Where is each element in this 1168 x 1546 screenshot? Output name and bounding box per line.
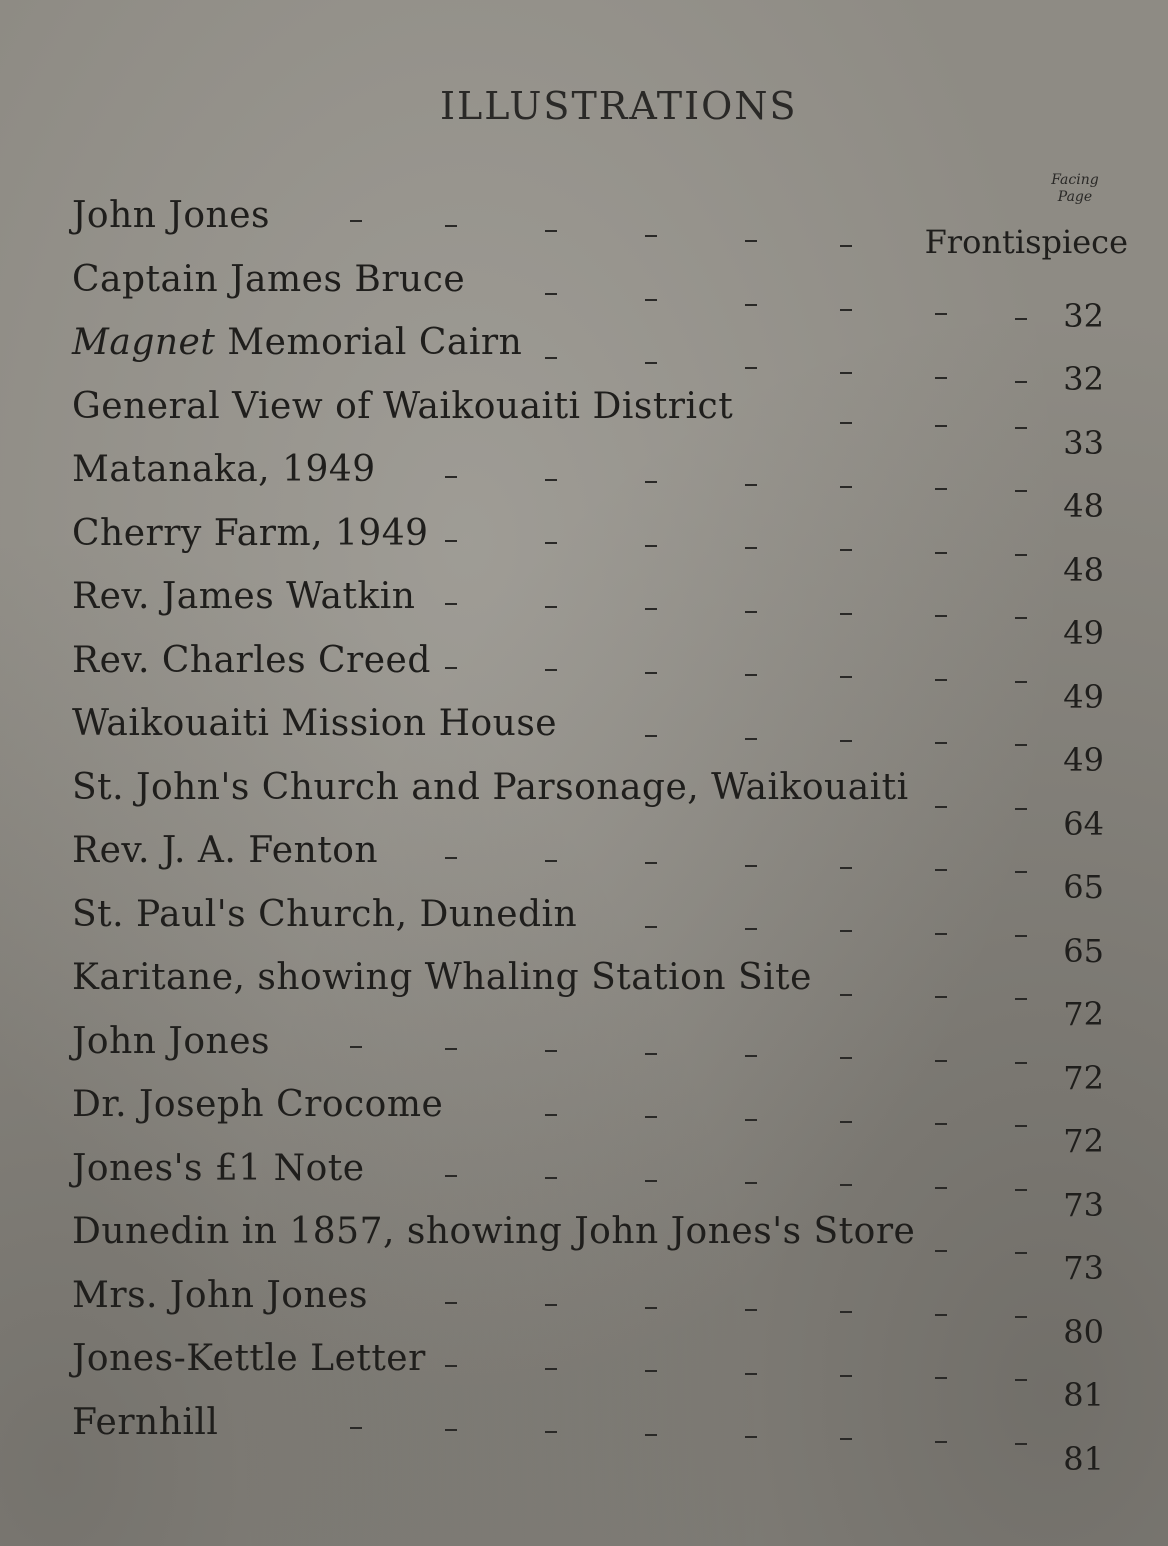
leader-dash [935, 1314, 947, 1316]
entry-page-number: 32 [1063, 360, 1104, 398]
entry-label: Rev. J. A. Fenton [72, 830, 379, 871]
leader-dash [935, 742, 947, 744]
leader-dash [935, 313, 947, 315]
leader-dash [1015, 490, 1027, 492]
leader-dash [645, 362, 657, 364]
leader-dash [745, 1309, 757, 1311]
leader-dash [545, 860, 557, 862]
leader-dash [745, 674, 757, 676]
leader-dash [545, 1368, 557, 1370]
leader-dash [840, 867, 852, 869]
leader-dash [745, 738, 757, 740]
leader-dash [745, 240, 757, 242]
leader-dash [445, 225, 457, 227]
leader-dash [445, 857, 457, 859]
leader-dash [545, 1050, 557, 1052]
entry-label: Jones's £1 Note [72, 1147, 365, 1189]
leader-dash [1015, 871, 1027, 873]
leader-dash [645, 735, 657, 737]
leader-dash [840, 549, 852, 551]
leader-dash [445, 603, 457, 605]
list-item [72, 766, 1112, 843]
leader-dash [840, 372, 852, 374]
leader-dash [935, 1060, 947, 1062]
leader-dash [1015, 1443, 1027, 1445]
entry-label: Jones-Kettle Letter [72, 1338, 426, 1379]
entry-label: St. John's Church and Parsonage, Waikouaiti [72, 766, 909, 808]
leader-dash [445, 1175, 457, 1177]
leader-dash [935, 1187, 947, 1189]
list-item [72, 829, 1112, 906]
leader-dash [645, 672, 657, 674]
list-item [72, 893, 1112, 970]
leader-dash [1015, 935, 1027, 937]
leader-dash [745, 547, 757, 549]
list-item [72, 702, 1112, 779]
list-item [72, 1020, 1112, 1097]
entry-page-number: 72 [1063, 1122, 1104, 1160]
entry-page-number: 49 [1063, 677, 1104, 716]
entry-label: General View of Waikouaiti District [72, 385, 734, 427]
leader-dash [745, 1373, 757, 1375]
leader-dash [840, 676, 852, 678]
entry-page-number: 81 [1063, 1376, 1104, 1414]
leader-dash [545, 1431, 557, 1433]
leader-dash [935, 615, 947, 617]
leader-dash [545, 606, 557, 608]
leader-dash [840, 1184, 852, 1186]
leader-dash [935, 1377, 947, 1379]
leader-dash [935, 377, 947, 379]
leader-dash [935, 1441, 947, 1443]
entry-page-number: 49 [1063, 614, 1104, 652]
list-item [72, 1401, 1112, 1478]
leader-dash [1015, 617, 1027, 619]
leader-dash [745, 928, 757, 930]
leader-dash [445, 1048, 457, 1050]
leader-dash [1015, 744, 1027, 746]
leader-dash [1015, 554, 1027, 556]
leader-dash [445, 1302, 457, 1304]
leader-dash [745, 1119, 757, 1121]
leader-dash [645, 545, 657, 547]
leader-dash [545, 669, 557, 671]
leader-dash [935, 425, 947, 427]
leader-dash [1015, 1062, 1027, 1064]
leader-dash [645, 235, 657, 237]
facing-page-header-line1: Facing [1051, 172, 1099, 188]
leader-dash [935, 869, 947, 871]
entry-page-number: Frontispiece [924, 223, 1128, 261]
leader-dash [840, 245, 852, 247]
leader-dash [840, 1375, 852, 1377]
entry-page-number: 81 [1063, 1439, 1104, 1478]
leader-dash [840, 994, 852, 996]
leader-dash [445, 476, 457, 478]
leader-dash [545, 1177, 557, 1179]
leader-dash [840, 1311, 852, 1313]
leader-dash [840, 740, 852, 742]
leader-dash [645, 862, 657, 864]
leader-dash [545, 230, 557, 232]
leader-dash [445, 540, 457, 542]
leader-dash [1015, 1379, 1027, 1381]
leader-dash [1015, 1252, 1027, 1254]
leader-dash [1015, 381, 1027, 383]
leader-dash [840, 1438, 852, 1440]
list-item [72, 1210, 1112, 1287]
leader-dash [350, 220, 362, 222]
entry-label: Cherry Farm, 1949 [72, 512, 429, 554]
leader-dash [545, 479, 557, 481]
list-item [72, 956, 1112, 1033]
list-item [72, 321, 1112, 398]
entry-label: Dunedin in 1857, showing John Jones's Store [72, 1211, 916, 1252]
leader-dash [935, 679, 947, 681]
leader-dash [745, 304, 757, 306]
leader-dash [745, 1182, 757, 1184]
entry-page-number: 72 [1063, 995, 1104, 1033]
entry-label: St. Paul's Church, Dunedin [72, 893, 578, 935]
leader-dash [840, 1121, 852, 1123]
list-item [72, 512, 1112, 589]
entry-label: Matanaka, 1949 [72, 449, 376, 490]
leader-dash [1015, 1316, 1027, 1318]
entry-label-italic: Magnet [72, 322, 216, 363]
leader-dash [645, 1180, 657, 1182]
leader-dash [350, 1046, 362, 1048]
leader-dash [1015, 1125, 1027, 1127]
entry-label: Waikouaiti Mission House [72, 703, 558, 744]
list-item [72, 448, 1112, 525]
leader-dash [935, 806, 947, 808]
page-title: ILLUSTRATIONS [440, 84, 798, 128]
leader-dash [840, 1057, 852, 1059]
leader-dash [935, 552, 947, 554]
list-item [72, 575, 1112, 652]
entry-page-number: 65 [1063, 931, 1104, 970]
leader-dash [745, 367, 757, 369]
leader-dash [445, 1365, 457, 1367]
leader-dash [645, 1370, 657, 1372]
leader-dash [840, 422, 852, 424]
entry-page-number: 48 [1063, 550, 1104, 589]
leader-dash [645, 1434, 657, 1436]
list-item [72, 1083, 1112, 1160]
leader-dash [745, 1436, 757, 1438]
leader-dash [1015, 318, 1027, 320]
leader-dash [745, 1055, 757, 1057]
entry-label [72, 321, 522, 365]
entry-page-number: 49 [1063, 741, 1104, 779]
leader-dash [350, 1427, 362, 1429]
leader-dash [935, 488, 947, 490]
entry-label: Rev. Charles Creed [72, 639, 431, 681]
entry-label: John Jones [72, 1020, 270, 1062]
leader-dash [935, 933, 947, 935]
list-item [72, 1147, 1112, 1224]
entry-page-number: 80 [1063, 1312, 1104, 1351]
leader-dash [545, 1114, 557, 1116]
entry-label: Karitane, showing Whaling Station Site [72, 957, 812, 998]
leader-dash [840, 309, 852, 311]
list-item [72, 385, 1112, 462]
list-item [72, 1274, 1112, 1351]
leader-dash [1015, 998, 1027, 1000]
entry-label: John Jones [72, 195, 270, 236]
facing-page-header-line2: Page [1057, 189, 1093, 205]
entry-label: Dr. Joseph Crocome [72, 1084, 444, 1125]
entry-page-number: 72 [1063, 1058, 1104, 1097]
leader-dash [545, 542, 557, 544]
leader-dash [745, 611, 757, 613]
entry-label-text: Memorial Cairn [215, 322, 523, 363]
leader-dash [840, 930, 852, 932]
leader-dash [645, 1307, 657, 1309]
entry-page-number: 65 [1063, 868, 1104, 906]
entry-label: Rev. James Watkin [72, 576, 416, 617]
entry-page-number: 33 [1063, 423, 1104, 462]
leader-dash [745, 484, 757, 486]
entry-page-number: 32 [1063, 296, 1104, 335]
list-item [72, 639, 1112, 716]
leader-dash [445, 1429, 457, 1431]
leader-dash [745, 865, 757, 867]
list-item [72, 1337, 1112, 1414]
entry-page-number: 64 [1063, 804, 1104, 843]
leader-dash [1015, 808, 1027, 810]
leader-dash [645, 926, 657, 928]
leader-dash [1015, 681, 1027, 683]
entry-page-number: 73 [1063, 1249, 1104, 1287]
leader-dash [545, 1304, 557, 1306]
leader-dash [645, 1053, 657, 1055]
leader-dash [840, 486, 852, 488]
leader-dash [645, 608, 657, 610]
entry-page-number: 73 [1063, 1185, 1104, 1224]
leader-dash [445, 667, 457, 669]
leader-dash [545, 293, 557, 295]
leader-dash [645, 299, 657, 301]
entry-label: Fernhill [72, 1401, 219, 1443]
leader-dash [935, 996, 947, 998]
leader-dash [1015, 427, 1027, 429]
entry-label: Mrs. John Jones [72, 1274, 368, 1316]
leader-dash [645, 1116, 657, 1118]
leader-dash [840, 613, 852, 615]
list-item [72, 258, 1112, 335]
entry-page-number: 48 [1063, 487, 1104, 525]
leader-dash [1015, 1189, 1027, 1191]
leader-dash [935, 1250, 947, 1252]
leader-dash [545, 357, 557, 359]
leader-dash [935, 1123, 947, 1125]
list-item [72, 194, 1128, 261]
entry-label: Captain James Bruce [72, 258, 466, 300]
leader-dash [645, 481, 657, 483]
